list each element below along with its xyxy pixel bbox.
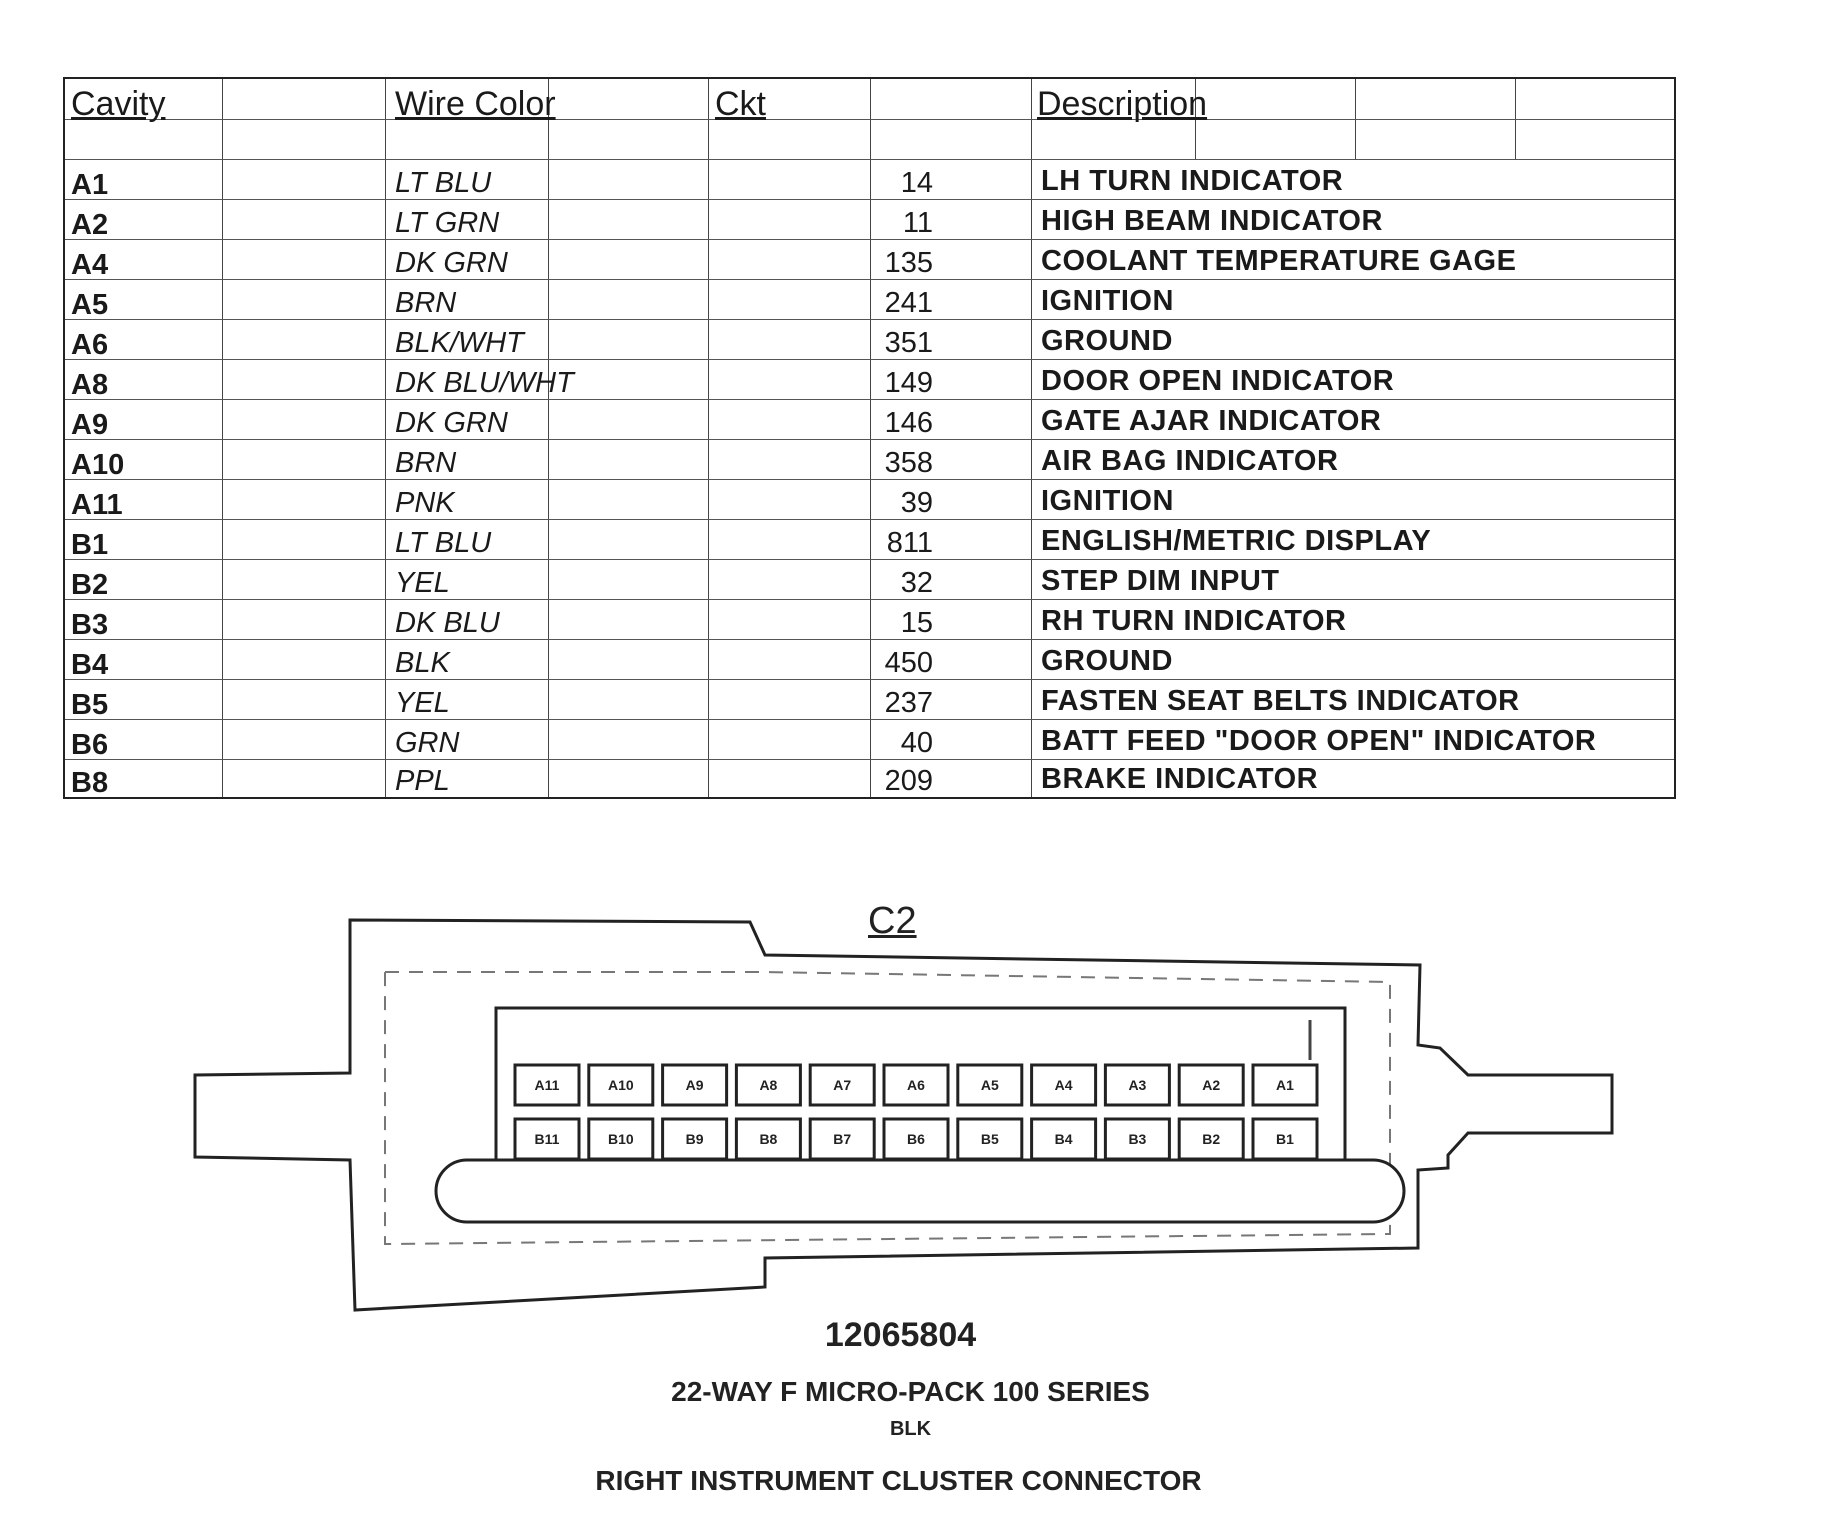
description-cell: BATT FEED "DOOR OPEN" INDICATOR bbox=[1041, 725, 1597, 757]
wire-color-cell: LT BLU bbox=[395, 167, 492, 199]
cavity-cell: A6 bbox=[71, 329, 109, 361]
description-cell: GROUND bbox=[1041, 645, 1173, 677]
pin-label: B10 bbox=[607, 1131, 634, 1147]
description-cell: HIGH BEAM INDICATOR bbox=[1041, 205, 1383, 237]
pin-label: B6 bbox=[907, 1131, 925, 1147]
pin-label: B5 bbox=[980, 1131, 999, 1147]
pin-label: B2 bbox=[1202, 1131, 1221, 1147]
cavity-cell: B4 bbox=[71, 649, 109, 681]
description-cell: COOLANT TEMPERATURE GAGE bbox=[1041, 245, 1517, 277]
ckt-cell: 40 bbox=[900, 727, 933, 759]
ckt-cell: 149 bbox=[884, 367, 933, 399]
wire-color-cell: BRN bbox=[395, 447, 457, 479]
ckt-cell: 450 bbox=[884, 647, 933, 679]
connector-housing bbox=[195, 920, 1612, 1310]
wire-color-cell: DK BLU bbox=[395, 607, 500, 639]
cavity-cell: A4 bbox=[71, 249, 109, 281]
cavity-cell: B3 bbox=[71, 609, 109, 641]
cavity-cell: A10 bbox=[71, 449, 125, 481]
latch-slot bbox=[436, 1160, 1404, 1222]
pin-label: B7 bbox=[833, 1131, 852, 1147]
part-number: 12065804 bbox=[824, 1316, 977, 1354]
cavity-cell: A5 bbox=[71, 289, 109, 321]
description-cell: BRAKE INDICATOR bbox=[1041, 763, 1319, 795]
connector-series: 22-WAY F MICRO-PACK 100 SERIES bbox=[671, 1376, 1150, 1407]
ckt-cell: 135 bbox=[884, 247, 933, 279]
wire-color-cell: DK GRN bbox=[395, 247, 508, 279]
wire-color-cell: BLK/WHT bbox=[395, 327, 524, 359]
ckt-cell: 11 bbox=[902, 207, 933, 239]
description-cell: GATE AJAR INDICATOR bbox=[1041, 405, 1382, 437]
description-cell: FASTEN SEAT BELTS INDICATOR bbox=[1041, 685, 1520, 717]
description-cell: IGNITION bbox=[1041, 485, 1174, 517]
connector-label: C2 bbox=[868, 900, 917, 942]
header-cavity: Cavity bbox=[71, 85, 166, 123]
pin-label: B8 bbox=[759, 1131, 778, 1147]
cavity-cell: A1 bbox=[71, 169, 109, 201]
ckt-cell: 209 bbox=[884, 765, 933, 797]
pin-label: B1 bbox=[1276, 1131, 1294, 1147]
cavity-cell: A9 bbox=[71, 409, 109, 441]
ckt-cell: 237 bbox=[884, 687, 933, 719]
pin-label: A3 bbox=[1128, 1077, 1147, 1093]
cavity-cell: A11 bbox=[71, 489, 123, 521]
description-cell: AIR BAG INDICATOR bbox=[1041, 445, 1339, 477]
ckt-cell: 146 bbox=[884, 407, 933, 439]
pin-label: A7 bbox=[833, 1077, 852, 1093]
pin-label: B9 bbox=[685, 1131, 704, 1147]
ckt-cell: 351 bbox=[884, 327, 933, 359]
pin-grid bbox=[515, 1065, 1317, 1159]
description-cell: ENGLISH/METRIC DISPLAY bbox=[1041, 525, 1432, 557]
wire-color-cell: PPL bbox=[395, 765, 450, 797]
ckt-cell: 358 bbox=[884, 447, 933, 479]
ckt-cell: 811 bbox=[886, 527, 933, 559]
pin-label: A5 bbox=[980, 1077, 999, 1093]
wire-color-cell: BLK bbox=[395, 647, 450, 679]
cavity-cell: A2 bbox=[71, 209, 109, 241]
wire-color-cell: YEL bbox=[395, 687, 450, 719]
ckt-cell: 32 bbox=[900, 567, 933, 599]
wire-color-cell: DK GRN bbox=[395, 407, 508, 439]
header-ckt: Ckt bbox=[715, 85, 766, 123]
description-cell: LH TURN INDICATOR bbox=[1041, 165, 1344, 197]
description-cell: DOOR OPEN INDICATOR bbox=[1041, 365, 1395, 397]
pin-label: A8 bbox=[759, 1077, 778, 1093]
pin-label: B11 bbox=[534, 1131, 560, 1147]
pin-label: A11 bbox=[534, 1077, 560, 1093]
pin-label: A2 bbox=[1202, 1077, 1221, 1093]
cavity-cell: B8 bbox=[71, 767, 109, 799]
pin-label: A6 bbox=[907, 1077, 925, 1093]
description-cell: RH TURN INDICATOR bbox=[1041, 605, 1347, 637]
cavity-cell: B6 bbox=[71, 729, 109, 761]
cavity-cell: B1 bbox=[71, 529, 109, 561]
cavity-cell: A8 bbox=[71, 369, 109, 401]
wire-color-cell: PNK bbox=[395, 487, 455, 519]
wire-color-cell: DK BLU/WHT bbox=[395, 367, 574, 399]
header-wire-color: Wire Color bbox=[395, 85, 556, 123]
ckt-cell: 39 bbox=[900, 487, 933, 519]
pin-label: A1 bbox=[1276, 1077, 1294, 1093]
connector-color: BLK bbox=[889, 1418, 932, 1440]
pin-label: A10 bbox=[607, 1077, 634, 1093]
description-cell: IGNITION bbox=[1041, 285, 1174, 317]
wire-color-cell: LT BLU bbox=[395, 527, 492, 559]
description-cell: GROUND bbox=[1041, 325, 1173, 357]
pin-label: B4 bbox=[1054, 1131, 1073, 1147]
connector-name: RIGHT INSTRUMENT CLUSTER CONNECTOR bbox=[595, 1465, 1202, 1496]
pin-label: B3 bbox=[1128, 1131, 1147, 1147]
pin-label: A9 bbox=[685, 1077, 704, 1093]
wire-color-cell: GRN bbox=[395, 727, 460, 759]
ckt-cell: 15 bbox=[900, 607, 933, 639]
wire-color-cell: BRN bbox=[395, 287, 457, 319]
description-cell: STEP DIM INPUT bbox=[1041, 565, 1280, 597]
wire-color-cell: LT GRN bbox=[395, 207, 500, 239]
ckt-cell: 241 bbox=[884, 287, 933, 319]
cavity-cell: B5 bbox=[71, 689, 109, 721]
cavity-cell: B2 bbox=[71, 569, 109, 601]
pin-label: A4 bbox=[1054, 1077, 1073, 1093]
header-description: Description bbox=[1037, 85, 1208, 123]
wire-color-cell: YEL bbox=[395, 567, 450, 599]
ckt-cell: 14 bbox=[900, 167, 933, 199]
